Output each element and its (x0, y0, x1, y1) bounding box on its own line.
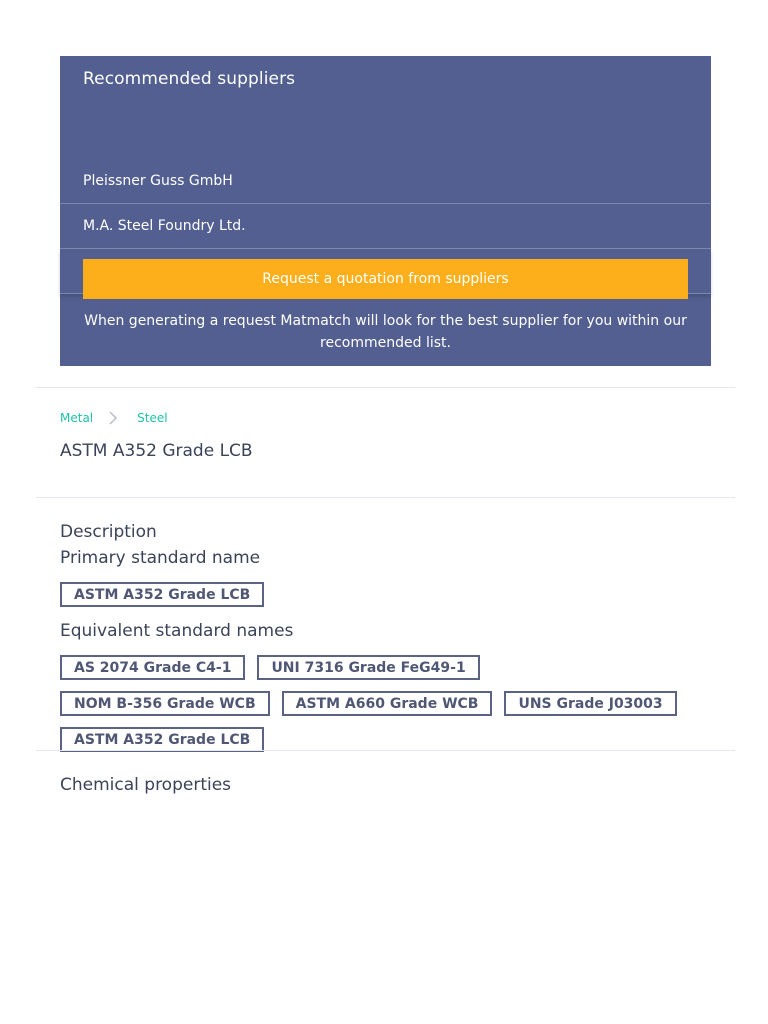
divider (36, 497, 735, 498)
supplier-item[interactable] (60, 159, 711, 204)
breadcrumb-link-steel[interactable]: Steel (137, 411, 168, 425)
divider (36, 387, 735, 388)
standard-name-tag: AS 2074 Grade C4-1 (60, 655, 245, 680)
supplier-name: M.A. Steel Foundry Ltd. (83, 218, 246, 234)
standard-name-tag: NOM B-356 Grade WCB (60, 691, 270, 716)
suppliers-title: Recommended suppliers (83, 69, 296, 89)
request-quotation-button[interactable]: Request a quotation from suppliers (83, 259, 688, 299)
chevron-right-icon (103, 410, 125, 426)
standard-name-tag: UNI 7316 Grade FeG49-1 (257, 655, 479, 680)
standard-name-tag: ASTM A660 Grade WCB (282, 691, 493, 716)
standard-name-tag: ASTM A352 Grade LCB (60, 727, 264, 752)
supplier-name: Pleissner Guss GmbH (83, 173, 233, 189)
equivalent-standard-tags (60, 655, 700, 763)
standard-name-tag: ASTM A352 Grade LCB (60, 582, 264, 607)
primary-standard-heading: Primary standard name (60, 548, 261, 568)
suppliers-note: When generating a request Matmatch will look for the best supplier for you within our recommended list. (84, 313, 687, 351)
description-heading: Description (60, 522, 157, 542)
page-title: ASTM A352 Grade LCB (60, 441, 253, 461)
chemical-properties-heading: Chemical properties (60, 775, 232, 795)
breadcrumb (60, 410, 168, 426)
equivalent-standards-heading: Equivalent standard names (60, 621, 294, 641)
recommended-suppliers-panel (60, 56, 711, 366)
supplier-item[interactable] (60, 204, 711, 249)
primary-standard-tags (60, 582, 700, 618)
standard-name-tag: UNS Grade J03003 (504, 691, 676, 716)
breadcrumb-link-metal[interactable]: Metal (60, 411, 94, 425)
divider (36, 750, 735, 751)
